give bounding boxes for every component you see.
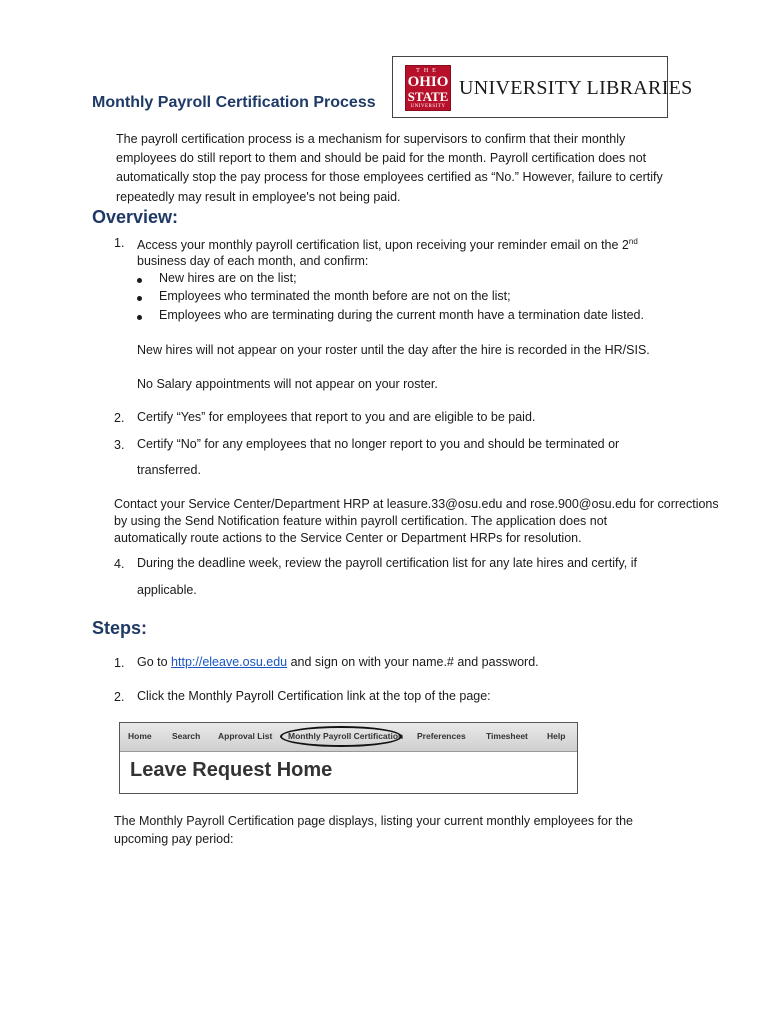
overview-note-no-salary: No Salary appointments will not appear on your roster.: [137, 377, 438, 391]
overview-item-2-number: 2.: [114, 411, 125, 425]
bullet-terminating: Employees who are terminating during the current month have a termination date listed.: [159, 308, 644, 322]
overview-item-3-line-1: Certify “No” for any employees that no longer report to you and should be terminated or: [137, 437, 620, 451]
seal-university: UNIVERSITY: [410, 104, 446, 109]
step-1-number: 1.: [114, 656, 125, 670]
seal-state: STATE: [407, 89, 449, 104]
step-2-text: Click the Monthly Payroll Certification link at the top of the page:: [137, 689, 491, 703]
nav-help[interactable]: Help: [547, 731, 566, 741]
overview-heading: Overview:: [92, 207, 179, 227]
overview-note-new-hires: New hires will not appear on your roster until the day after the hire is recorded in the HR/SIS.: [137, 343, 650, 357]
bullet-terminated: Employees who terminated the month before are not on the list;: [159, 289, 511, 303]
nav-preferences[interactable]: Preferences: [417, 731, 466, 741]
university-libraries-logo: [392, 56, 693, 118]
contact-line-2: by using the Send Notification feature within payroll certification. The application does not: [114, 514, 608, 528]
nav-approval-list[interactable]: Approval List: [218, 731, 273, 741]
after-line-1: The Monthly Payroll Certification page displays, listing your current monthly employees for the: [114, 814, 633, 828]
nav-monthly-payroll-certification[interactable]: Monthly Payroll Certification: [288, 731, 404, 741]
overview-item-4-number: 4.: [114, 557, 125, 571]
overview-item-3-number: 3.: [114, 438, 125, 452]
step-1-text: Go to http://eleave.osu.edu and sign on with your name.# and password.: [137, 655, 539, 669]
intro-line-2: employees do still report to them and should be paid for the month. Payroll certification does not: [116, 151, 647, 165]
steps-heading: Steps:: [92, 618, 148, 638]
nav-timesheet[interactable]: Timesheet: [486, 731, 528, 741]
bullet-new-hires: New hires are on the list;: [159, 271, 297, 285]
intro-line-3: automatically stop the pay process for those employees certified as “No.” However, failure to certify: [116, 170, 663, 184]
contact-line-3: automatically route actions to the Service Center or Department HRPs for resolution.: [114, 531, 582, 545]
highlight-circle: [280, 726, 402, 747]
seal-the: THE: [416, 68, 440, 74]
overview-item-1-number: 1.: [114, 236, 125, 250]
nav-home[interactable]: Home: [128, 731, 152, 741]
intro-line-4: repeatedly may result in employee's not being paid.: [116, 190, 401, 204]
after-line-2: upcoming pay period:: [114, 832, 234, 846]
nav-search[interactable]: Search: [172, 731, 201, 741]
screenshot-navbar: [120, 723, 577, 752]
overview-item-1-line-2: business day of each month, and confirm:: [137, 254, 369, 268]
intro-line-1: The payroll certification process is a mechanism for supervisors to confirm that their monthly: [116, 132, 626, 146]
eleave-link[interactable]: http://eleave.osu.edu: [171, 655, 288, 669]
overview-item-2-text: Certify “Yes” for employees that report to you and are eligible to be paid.: [137, 410, 536, 424]
overview-item-4-line-2: applicable.: [137, 583, 197, 597]
leave-request-home-title: Leave Request Home: [130, 759, 333, 781]
overview-item-1-line-1: Access your monthly payroll certification list, upon receiving your reminder email on the 2nd: [137, 237, 638, 253]
overview-item-3-line-2: transferred.: [137, 463, 201, 477]
logo-text: UNIVERSITY LIBRARIES: [459, 77, 693, 99]
contact-line-1: Contact your Service Center/Department HRP at leasure.33@osu.edu and rose.900@osu.edu for corrections: [114, 497, 719, 511]
leave-request-screenshot: [119, 722, 578, 794]
page-title: Monthly Payroll Certification Process: [92, 94, 376, 111]
ohio-state-seal: [405, 65, 451, 111]
step-2-number: 2.: [114, 690, 125, 704]
overview-item-4-line-1: During the deadline week, review the payroll certification list for any late hires and certify, if: [137, 556, 638, 570]
seal-ohio: OHIO: [407, 74, 449, 90]
